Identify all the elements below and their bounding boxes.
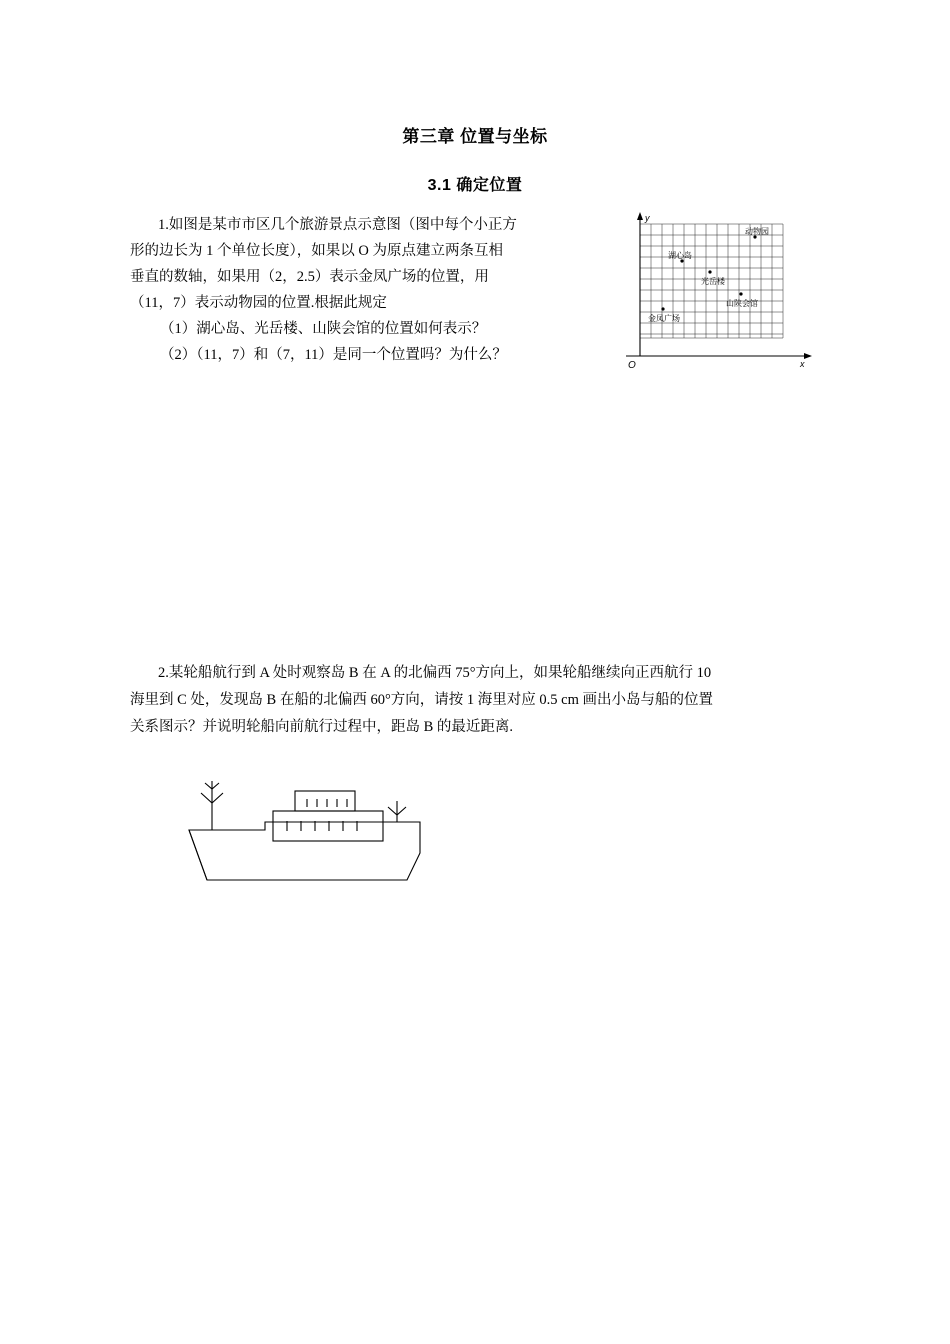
problem-1-sub-1: （1）湖心岛、光岳楼、山陕会馆的位置如何表示？ (160, 321, 487, 337)
svg-text:湖心岛: 湖心岛 (668, 251, 692, 260)
problem-1-sub-2: （2）（11，7）和（7，11）是同一个位置吗？为什么？ (160, 347, 507, 363)
problem-1-text (130, 212, 620, 368)
svg-text:x: x (800, 359, 805, 369)
problem-2-line-2: 海里到 C 处，发现岛 B 在船的北偏西 60°方向，请按 1 海里对应 0.5 cm 画出小岛与船的位置 (130, 692, 713, 708)
problem-1-line-1: 1.如图是某市市区几个旅游景点示意图（图中每个小正方 (158, 217, 517, 233)
problem-2-line-3: 关系图示？并说明轮船向前航行过程中，距岛 B 的最近距离. (130, 719, 514, 735)
svg-text:金凤广场: 金凤广场 (648, 314, 680, 323)
chapter-title: 第三章 位置与坐标 (402, 127, 548, 146)
section-title: 3.1 确定位置 (427, 177, 523, 194)
figure-map-grid (618, 208, 818, 376)
svg-text:光岳楼: 光岳楼 (701, 277, 725, 286)
svg-text:y: y (645, 213, 650, 223)
figure-ship (175, 775, 445, 905)
problem-1-line-2: 形的边长为 1 个单位长度），如果以 O 为原点建立两条互相 (130, 243, 503, 259)
problem-2-line-1: 2.某轮船航行到 A 处时观察岛 B 在 A 的北偏西 75°方向上，如果轮船继续向正西航行 10 (158, 665, 712, 681)
problem-2-text (130, 660, 830, 741)
problem-1-line-3: 垂直的数轴，如果用（2，2.5）表示金凤广场的位置，用 (130, 269, 489, 285)
problem-1-line-4: （11，7）表示动物园的位置.根据此规定 (130, 295, 387, 311)
svg-text:O: O (628, 360, 636, 371)
svg-text:动物园: 动物园 (745, 227, 769, 236)
svg-text:山陕会馆: 山陕会馆 (726, 299, 758, 308)
